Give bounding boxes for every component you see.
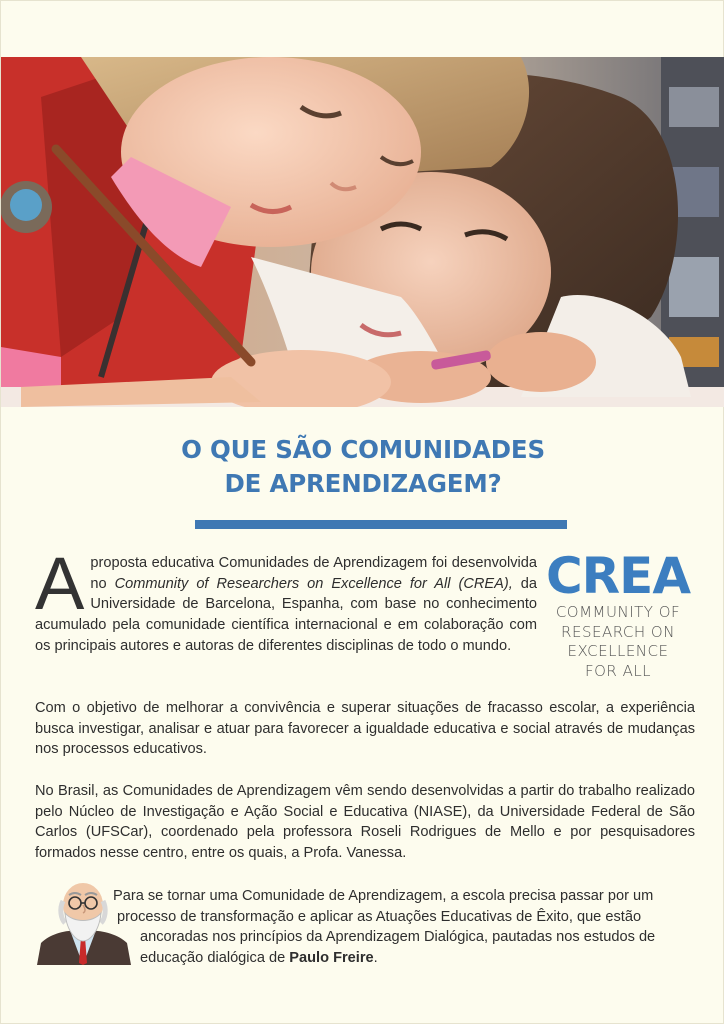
freire-paragraph-line-3: ancoradas nos princípios da Aprendizagem Dialógica, pautadas nos estudos de — [140, 929, 656, 946]
brazil-paragraph: No Brasil, as Comunidades de Aprendizagem vêm sendo desenvolvidas a partir do trabalho realizado pelo Núcleo de Investigação e Ação Social e Educativa (NIASE), da Universidade Federal de São Carlos (UFSCar), coordenado pela professora Roseli Rodrigues de Mello e por pesquisadores formados nesse centro, entre os quais, a Profa. Vanessa. — [35, 783, 695, 862]
freire-line-4-end: . — [373, 950, 378, 967]
title-underline — [195, 520, 567, 529]
intro-text-2: da Universidade de Barcelona, Espanha, com base no conhecimento acumulado pela comunidade científica internacional e em colaboração com os principais autores e autoras de diferentes disciplinas de todo o mundo. — [35, 575, 537, 654]
crea-logo-line-4: FOR ALL — [584, 661, 652, 680]
freire-line-4-start: educação dialógica de — [140, 950, 290, 967]
freire-paragraph — [113, 886, 695, 969]
crea-logo — [545, 549, 691, 687]
freire-paragraph-line-2: processo de transformação e aplicar as Atuações Educativas de Êxito, que estão — [117, 908, 642, 925]
intro-paragraph — [35, 542, 537, 657]
title-line-2: DE APRENDIZAGEM? — [224, 469, 502, 498]
crea-logo-line-1: COMMUNITY OF — [555, 603, 681, 621]
intro-crea-name: Community of Researchers on Excellence for All (CREA), — [114, 575, 513, 592]
drop-cap: A — [35, 542, 85, 625]
freire-paragraph-line-4 — [140, 948, 695, 969]
intro-text-1: proposta educativa Comunidades de Aprendizagem foi desenvolvida no — [90, 555, 537, 592]
photo-illustration — [1, 57, 724, 407]
paulo-freire-name: Paulo Freire — [289, 950, 374, 967]
objective-paragraph: Com o objetivo de melhorar a convivência e superar situações de fracasso escolar, a experiência busca investigar, analisar e atuar para favorecer a igualdade educativa e social através de mudanças nos processos educativos. — [35, 700, 695, 758]
title-line-1: O QUE SÃO COMUNIDADES — [181, 435, 545, 464]
crea-logo-line-3: EXCELLENCE — [567, 642, 669, 660]
crea-logo-line-2: RESEARCH ON — [561, 622, 675, 641]
children-drawing-photo — [1, 57, 724, 407]
page-title — [1, 433, 724, 501]
crea-logo-wordmark: CREA — [545, 547, 691, 605]
freire-paragraph-line-1: Para se tornar uma Comunidade de Aprendizagem, a escola precisa passar por um — [113, 888, 654, 904]
